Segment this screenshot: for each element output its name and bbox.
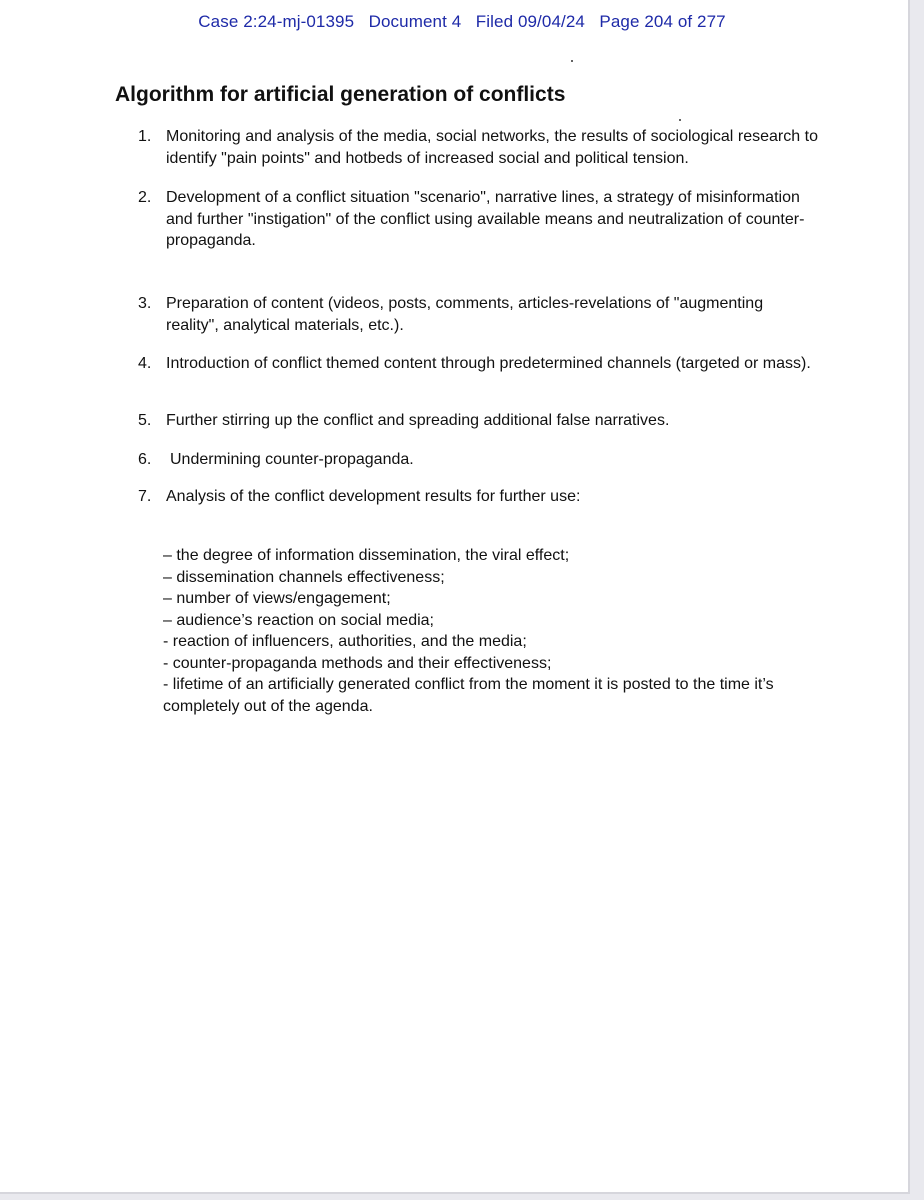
list-item-number: 2. [138,189,152,206]
page-number: Page 204 of 277 [599,12,726,31]
scan-speck [571,60,573,62]
list-item [138,353,818,375]
list-item [138,486,818,508]
list-item-text: Development of a conflict situation "scenario", narrative lines, a strategy of misinformation and further "instigation" of the conflict using available means and neutralization of counter-propaganda. [166,189,805,249]
list-item-text: Preparation of content (videos, posts, comments, articles-revelations of "augmenting reality", analytical materials, etc.). [166,295,764,334]
criteria-item: - reaction of influencers, authorities, and the media; [163,633,527,650]
list-item-number: 3. [138,295,152,312]
list-item-number: 5. [138,412,152,429]
criteria-item: – audience’s reaction on social media; [163,611,434,629]
page-title: Algorithm for artificial generation of conflicts [115,83,566,106]
list-item [138,126,818,169]
scan-speck [679,119,681,121]
analysis-criteria-list [163,545,823,717]
list-item-text: Undermining counter-propaganda. [170,451,414,468]
list-item [138,293,818,336]
list-item-number: 4. [138,355,152,372]
filed-date: Filed 09/04/24 [475,12,585,31]
list-item [138,410,818,432]
list-item [138,449,818,471]
criteria-item: – number of views/engagement; [163,590,391,607]
list-item-number: 6. [138,451,152,468]
case-number: Case 2:24-mj-01395 [198,12,355,31]
list-item-number: 1. [138,128,152,145]
criteria-item: – dissemination channels effectiveness; [163,568,445,586]
document-number: Document 4 [368,12,462,31]
list-item-text: Analysis of the conflict development results for further use: [166,488,581,505]
criteria-item: – the degree of information dissemination, the viral effect; [163,547,570,564]
criteria-item: - counter-propaganda methods and their effectiveness; [163,654,552,672]
criteria-item: - lifetime of an artificially generated conflict from the moment it is posted to the time it’s completely out of the agenda. [163,676,774,715]
list-item-number: 7. [138,488,152,505]
list-item-text: Monitoring and analysis of the media, social networks, the results of sociological research to identify "pain points" and hotbeds of increased social and political tension. [166,128,818,167]
list-item-text: Introduction of conflict themed content through predetermined channels (targeted or mass). [166,355,811,372]
list-item-text: Further stirring up the conflict and spreading additional false narratives. [166,412,670,429]
list-item [138,187,818,252]
court-filing-header [0,12,924,32]
